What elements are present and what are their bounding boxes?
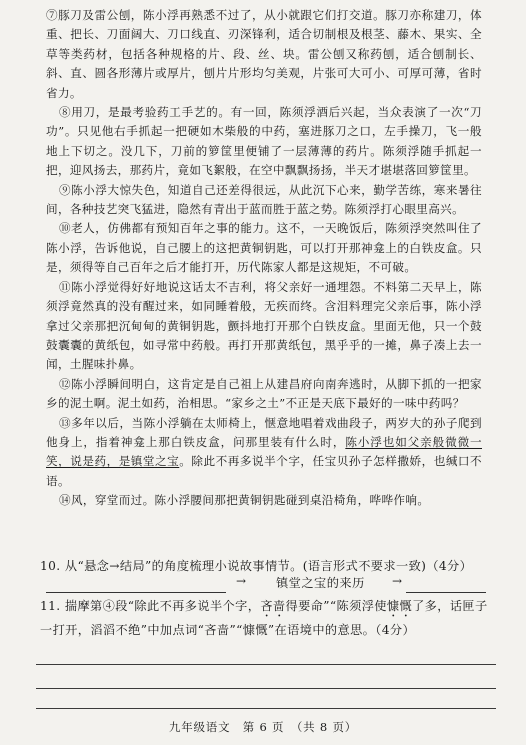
question-11-text: 得要命”“陈须浮使	[285, 599, 387, 613]
answer-line[interactable]	[36, 688, 496, 689]
answer-line[interactable]	[36, 708, 496, 709]
paragraph-13	[46, 414, 482, 492]
answer-blank-2[interactable]	[406, 592, 486, 593]
paragraph-11: ⑪陈小浮觉得好好地说这话太不吉利，将父亲好一通埋怨。不料第二天早上，陈须浮竟然真的没有醒过来，如同睡着般，无疾而终。含泪料理完父亲后事，陈小浮拿过父亲那把沉甸甸的黄铜钥匙，颤抖地打开那个白铁皮盒。里面无他，只一个鼓鼓囊囊的黄纸包，如寻常中药般。再打开那黄纸包，黑乎乎的一摊，鼻子凑上去一闻，土腥味扑鼻。	[46, 279, 482, 372]
question-11	[40, 596, 490, 641]
plot-outline-row	[40, 574, 490, 594]
paragraph-7: ⑦豚刀及雷公刨，陈小浮再熟悉不过了，从小就跟它们打交道。豚刀亦称建刀，体重、把长、刀面阔大、刀口线直、刃深锋利，适合切制根及根茎、藤木、果实、全草等类药材，包括各种规格的片、段、丝、块。雷公刨又称药刨，适合刨制长、斜、直、圆各形薄片或厚片，刨片片形均匀美观，片张可大可小、可厚可薄，省时省力。	[46, 8, 482, 100]
question-11-text: 了多，话匣子一打开，滔滔不绝”中加点词“吝啬”“慷慨”在语境中的意思。（4分）	[40, 599, 488, 637]
underlined-sentence: 陈小浮也如父亲般微微一笑，说是药，是镇堂之宝	[46, 434, 482, 469]
story-passage	[46, 6, 482, 511]
paragraph-9: ⑨陈小浮大惊失色，知道自己还差得很远，从此沉下心来，勤学苦练，寒来暑往间，各种技艺突飞猛进，隐然有青出于蓝而胜于蓝之势。陈须浮打心眼里高兴。	[46, 182, 482, 217]
answer-blank-1[interactable]	[46, 592, 226, 593]
arrow-icon: →	[236, 574, 247, 588]
question-10: 10. 从“悬念→结局”的角度梳理小说故事情节。(语言形式不要求一致)（4分）	[40, 559, 473, 573]
page-footer: 九年级语文 第 6 页 （共 8 页）	[168, 720, 358, 734]
arrow-icon: →	[392, 574, 403, 588]
paragraph-14: ⑭风，穿堂而过。陈小浮腰间那把黄铜钥匙碰到桌沿椅角，哗哗作响。	[59, 493, 430, 508]
question-11-text: 11. 揣摩第④段“除此不再多说半个字，	[40, 599, 261, 613]
paragraph-13-start: ⑬多年以后，当陈小浮躺在太师椅上，惬意地唱着戏曲段子，两岁大的孙子爬到他身上，指着神龛上那白铁皮盒，问那里装有什么时，	[46, 415, 482, 449]
plot-middle-text: 镇堂之宝的来历	[276, 576, 365, 590]
paragraph-12: ⑫陈小浮瞬间明白，这肯定是自己祖上从建昌府向南奔逃时，从脚下抓的一把家乡的泥土啊。泥土如药，治相思。“家乡之土”不正是天底下最好的一味中药吗？	[46, 376, 482, 411]
paragraph-13-end: 。除此不再多说半个字，任宝贝孙子怎样撒娇，也缄口不语。	[46, 454, 482, 488]
dotted-word-stingy: 吝啬	[260, 599, 286, 613]
dotted-word-generous: 慷慨	[386, 599, 413, 613]
answer-line[interactable]	[36, 664, 496, 665]
paragraph-8: ⑧用刀，是最考验药工手艺的。有一回，陈须浮酒后兴起，当众表演了一次“刀功”。只见他右手抓起一把硬如木柴般的中药，塞进豚刀之口，左手操刀，飞一般地上下切之。没几下，刀前的箩筐里便铺了一层薄薄的药片。陈须浮随手抓起一把，迎风扬去，那药片，竟如飞絮般，在空中飘飘扬扬，半天才堪堪落回箩筐里。	[46, 105, 482, 178]
paragraph-10: ⑩老人，仿佛都有预知百年之事的能力。这不，一天晚饭后，陈须浮突然叫住了陈小浮，告诉他说，自己腰上的这把黄铜钥匙，可以打开那神龛上的白铁皮盒。只是，须得等自己百年之后才能打开，历代陈家人都是这规矩，不可破。	[46, 221, 482, 275]
